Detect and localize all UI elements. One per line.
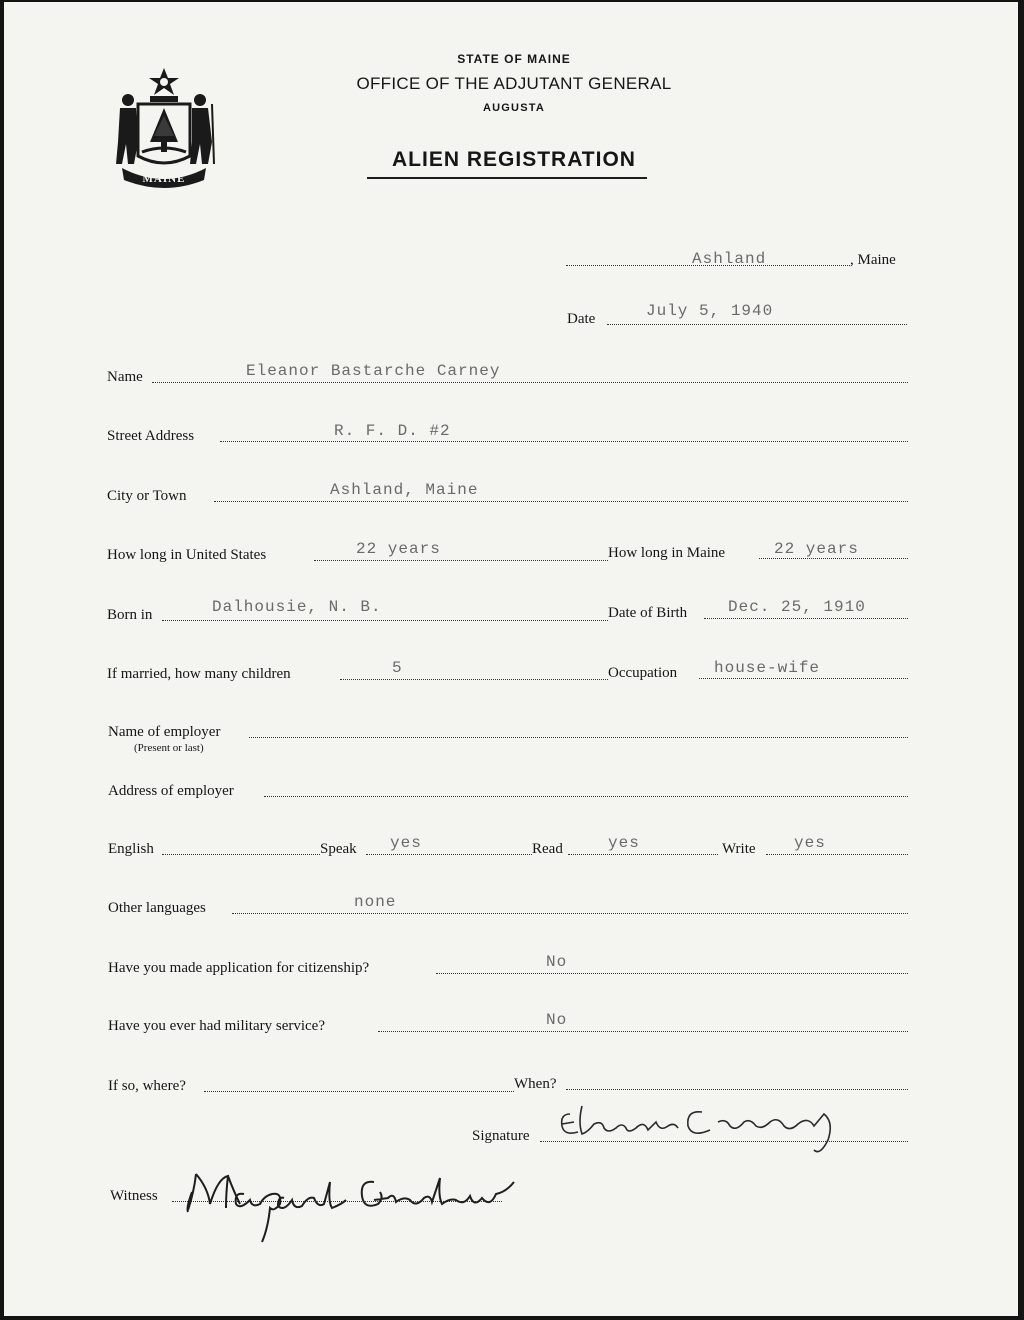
birthplace-label: Born in (107, 607, 153, 623)
other-languages-label: Other languages (108, 900, 206, 916)
town-value: Ashland (692, 250, 767, 268)
registration-form-sheet (4, 2, 1018, 1316)
occupation-value: house-wife (714, 659, 821, 677)
date-dotted-line (607, 324, 907, 325)
us-duration-value: 22 years (356, 540, 441, 558)
other-languages-dotted-line (232, 913, 908, 914)
military-dotted-line (378, 1031, 908, 1032)
dob-label: Date of Birth (608, 605, 688, 621)
maine-label: , Maine (850, 252, 896, 268)
name-label: Name (107, 369, 143, 385)
maine-state-seal-icon (108, 64, 220, 192)
speak-value: yes (390, 834, 422, 852)
us-duration-dotted-line (314, 560, 608, 561)
birthplace-dotted-line (162, 620, 608, 621)
when-label: When? (514, 1076, 557, 1092)
read-value: yes (608, 834, 640, 852)
city-value: Ashland, Maine (330, 481, 479, 499)
maine-duration-dotted-line (759, 558, 908, 559)
witness-signature-icon (174, 1152, 534, 1252)
where-dotted-line (204, 1091, 514, 1092)
children-label: If married, how many children (107, 666, 291, 682)
english-dotted-line (162, 854, 320, 855)
dob-dotted-line (704, 618, 908, 619)
faint-stamp-mark (632, 1244, 642, 1260)
where-label: If so, where? (108, 1078, 186, 1094)
employer-address-dotted-line (264, 796, 908, 797)
city-label: City or Town (107, 488, 187, 504)
write-label: Write (722, 841, 756, 857)
title-underline (367, 177, 647, 179)
occupation-dotted-line (699, 678, 908, 679)
date-value: July 5, 1940 (646, 302, 774, 320)
read-dotted-line (568, 854, 718, 855)
children-dotted-line (340, 679, 608, 680)
employer-note: (Present or last) (134, 742, 204, 754)
maine-duration-label: How long in Maine (608, 545, 726, 561)
witness-label: Witness (110, 1188, 158, 1204)
other-languages-value: none (354, 893, 397, 911)
city-heading: AUGUSTA (483, 102, 545, 114)
date-label: Date (567, 311, 596, 327)
children-value: 5 (392, 659, 403, 677)
seal-banner-text: MAINE (142, 173, 186, 185)
military-label: Have you ever had military service? (108, 1018, 325, 1034)
when-dotted-line (566, 1089, 908, 1090)
read-label: Read (532, 841, 563, 857)
write-dotted-line (766, 854, 908, 855)
speak-dotted-line (366, 854, 532, 855)
street-dotted-line (220, 441, 908, 442)
occupation-label: Occupation (608, 665, 678, 681)
signature-label: Signature (472, 1128, 530, 1144)
city-dotted-line (214, 501, 908, 502)
citizenship-dotted-line (436, 973, 908, 974)
form-title: ALIEN REGISTRATION (392, 148, 636, 171)
maine-duration-value: 22 years (774, 540, 859, 558)
name-value: Eleanor Bastarche Carney (246, 362, 501, 380)
employer-dotted-line (249, 737, 908, 738)
name-dotted-line (152, 382, 908, 383)
employer-address-label: Address of employer (108, 783, 234, 799)
write-value: yes (794, 834, 826, 852)
speak-label: Speak (320, 841, 357, 857)
employer-label: Name of employer (108, 724, 221, 740)
us-duration-label: How long in United States (107, 547, 267, 563)
military-value: No (546, 1011, 568, 1029)
dob-value: Dec. 25, 1910 (728, 598, 866, 616)
citizenship-label: Have you made application for citizenship? (108, 960, 370, 976)
english-label: English (108, 841, 154, 857)
street-value: R. F. D. #2 (334, 422, 451, 440)
birthplace-value: Dalhousie, N. B. (212, 598, 382, 616)
applicant-signature-icon (552, 1092, 862, 1162)
office-heading: OFFICE OF THE ADJUTANT GENERAL (356, 74, 672, 93)
state-heading: STATE OF MAINE (457, 52, 571, 66)
citizenship-value: No (546, 953, 568, 971)
street-label: Street Address (107, 428, 195, 444)
